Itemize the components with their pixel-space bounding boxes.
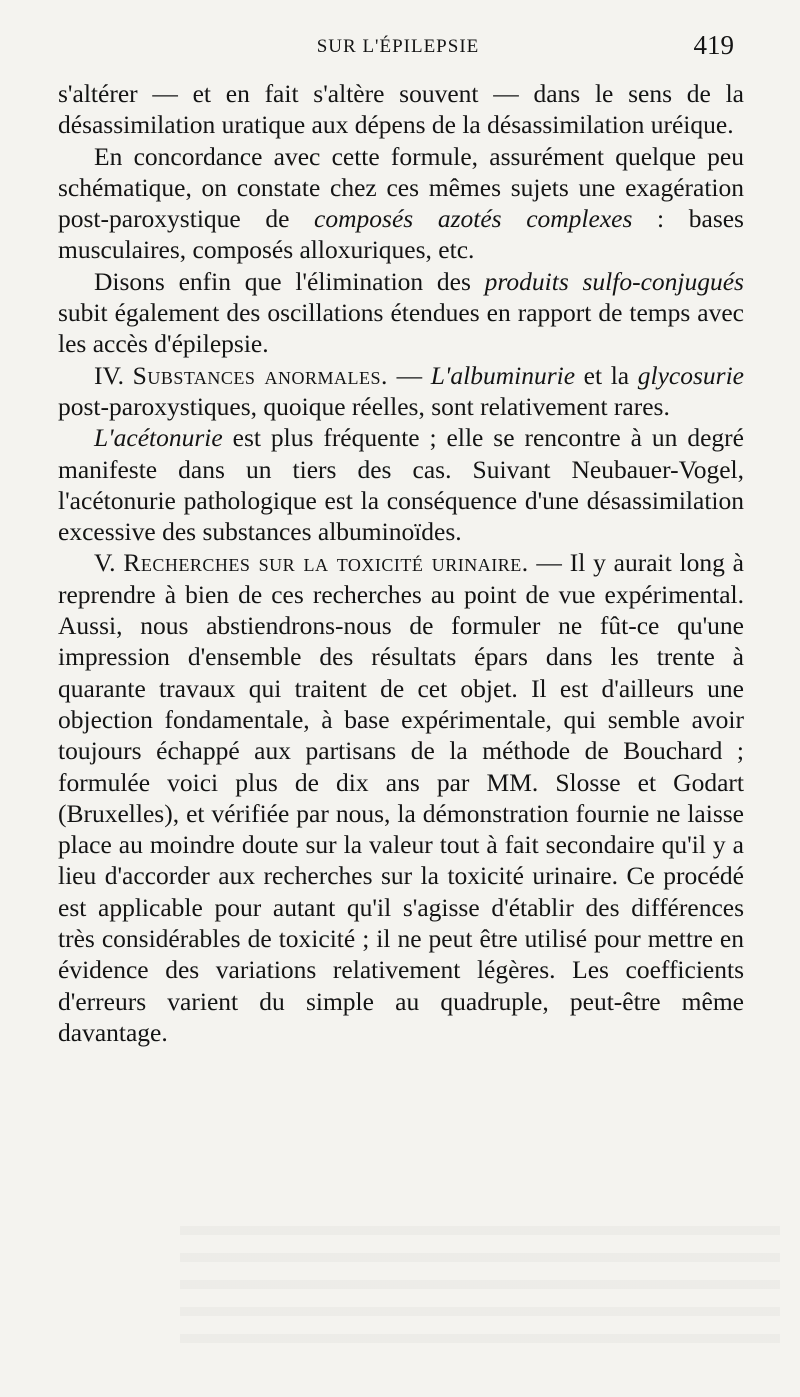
- italic-term: composés azotés complexes: [314, 204, 633, 234]
- running-title: SUR L'ÉPILEPSIE: [316, 36, 480, 57]
- paragraph: [58, 547, 744, 1048]
- text-run: — Il y aurait long à reprendre à bien de ces recherches au point de vue expérimental. Aussi, nous abstiendrons-nous de formuler ne fût-ce qu'une impression d'ensemble des résultats épars dans les trente à quarante travaux qui traitent de cet objet. Il est d'ailleurs une objection fondamentale, à base expérimentale, qui semble avoir toujours échappé aux partisans de la méthode de Bouchard ; formulée voici plus de dix ans par MM. Slosse et Godart (Bruxelles), et vérifiée par nous, la démonstration fournie ne laisse place au moindre doute sur la valeur tout à fait secondaire qu'il y a lieu d'accorder aux recherches sur la toxicité urinaire. Ce procédé est applicable pour autant qu'il s'agisse d'établir des différences très considérables de toxicité ; il ne peut être utilisé pour mettre en évidence des variations relativement légères. Les coefficients d'erreurs varient du simple au quadruple, peut-être même davantage.: [58, 548, 744, 1047]
- text-run: post-paroxystiques, quoique réelles, sont relativement rares.: [58, 391, 670, 421]
- text-run: subit également des oscillations étendues en rapport de temps avec les accès d'épilepsie.: [58, 298, 744, 359]
- italic-term: glycosurie: [637, 360, 744, 390]
- paragraph: [58, 266, 744, 360]
- text-run: IV.: [94, 360, 133, 390]
- paragraph: [58, 78, 744, 141]
- section-heading: Substances anormales.: [132, 360, 388, 390]
- text-run: En concordance avec cette formule, assurément quelque peu schématique, on constate chez ces mêmes sujets une exagération post-paroxystique de: [58, 141, 744, 234]
- italic-term: produits sulfo-conjugués: [484, 266, 744, 296]
- text-run: —: [387, 360, 431, 390]
- text-run: V.: [94, 548, 124, 578]
- running-head: [56, 30, 740, 70]
- text-run: : bases musculaires, composés alloxuriques, etc.: [58, 204, 744, 265]
- page-number: 419: [693, 30, 734, 60]
- body-text: [58, 78, 744, 1048]
- paragraph: [58, 141, 744, 266]
- italic-term: L'albuminurie: [430, 360, 576, 390]
- text-run: et la: [575, 360, 638, 390]
- paragraph: [58, 360, 744, 423]
- text-run: Disons enfin que l'élimination des: [94, 266, 485, 296]
- show-through-from-reverse: [180, 1208, 780, 1358]
- text-run: est plus fréquente ; elle se rencontre à un degré manifeste dans un tiers des cas. Suivant Neubauer-Vogel, l'acétonurie pathologique est la conséquence d'une désassimilation excessive des substances albuminoïdes.: [58, 423, 744, 547]
- text-run: s'altérer — et en fait s'altère souvent — dans le sens de la désassimilation uratique aux dépens de la désassimilation uréique.: [58, 79, 744, 140]
- paragraph: [58, 422, 744, 547]
- italic-term: L'acétonurie: [94, 423, 223, 453]
- section-heading: Recherches sur la toxicité urinaire.: [123, 548, 529, 578]
